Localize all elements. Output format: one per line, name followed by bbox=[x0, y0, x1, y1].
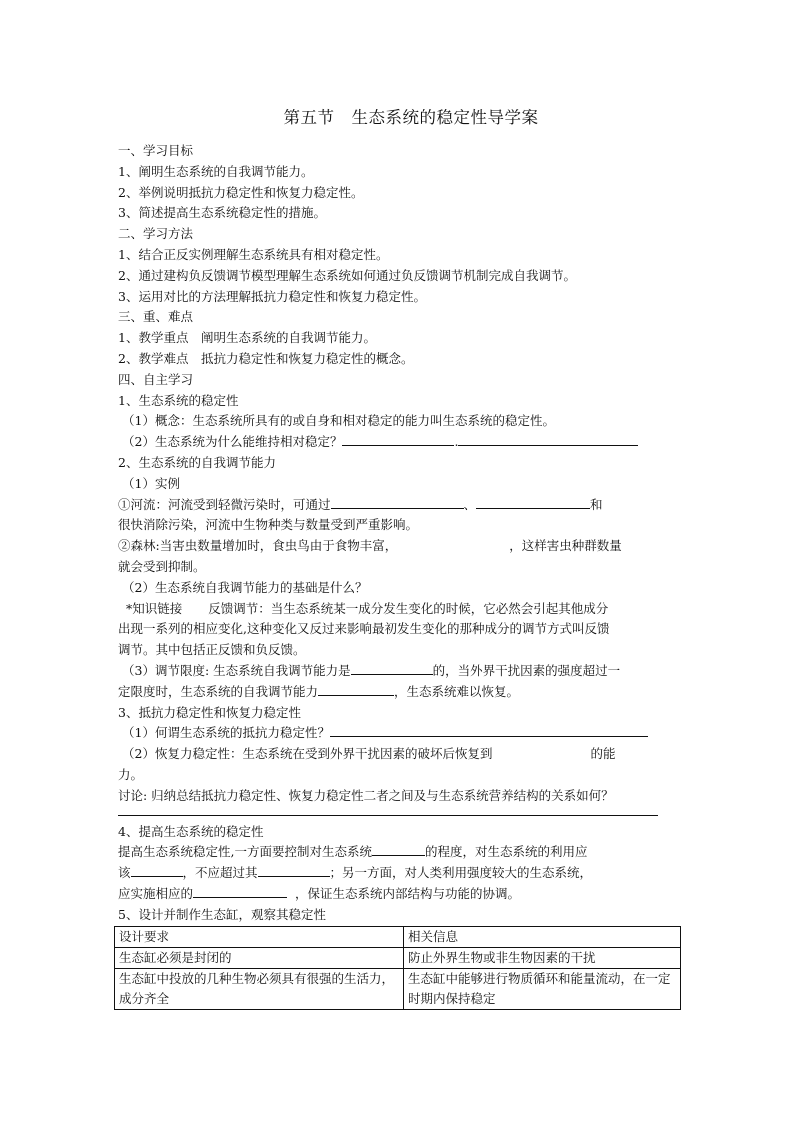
conjunction: 和 bbox=[590, 496, 603, 512]
question-line bbox=[118, 432, 684, 453]
forest-example bbox=[118, 536, 684, 557]
answer-blank[interactable] bbox=[258, 863, 330, 877]
method-item: 2、通过建构负反馈调节模型理解生态系统如何通过负反馈调节机制完成自我调节。 bbox=[118, 267, 576, 283]
answer-blank[interactable] bbox=[342, 432, 454, 446]
answer-blank[interactable] bbox=[458, 432, 638, 446]
limit-text: 定限度时，生态系统的自我调节能力 bbox=[118, 683, 319, 699]
resilience-text: 的能 bbox=[590, 746, 616, 762]
knowledge-link-text: 调节。其中包括正反馈和负反馈。 bbox=[118, 642, 306, 658]
answer-blank[interactable] bbox=[330, 723, 648, 737]
key-point-item: 2、教学难点 抵抗力稳定性和恢复力稳定性的概念。 bbox=[118, 350, 414, 366]
knowledge-link-label: *知识链接 bbox=[126, 600, 183, 616]
limit-line bbox=[118, 661, 684, 682]
answer-blank[interactable] bbox=[476, 495, 590, 509]
example-heading: （1）实例 bbox=[122, 475, 180, 491]
table-cell: 生态缸必须是封闭的 bbox=[115, 948, 404, 969]
discussion-question: 讨论: 归纳总结抵抗力稳定性、恢复力稳定性二者之间及与生态系统营养结构的关系如何？ bbox=[118, 787, 614, 803]
limit-line bbox=[118, 682, 684, 703]
resilience-text-cont: 力。 bbox=[118, 766, 144, 782]
limit-text: 的，当外界干扰因素的强度超过一 bbox=[432, 662, 621, 678]
improve-text: 的程度，对生态系统的利用应 bbox=[424, 844, 588, 860]
limit-text: ，生态系统难以恢复。 bbox=[394, 683, 520, 699]
knowledge-link-text: 反馈调节：当生态系统某一成分发生变化的时候，它必然会引起其他成分 bbox=[208, 600, 609, 616]
table-cell: 生态缸中投放的几种生物必须具有很强的生活力，成分齐全 bbox=[115, 969, 404, 1010]
section-heading-self-study: 四、自主学习 bbox=[118, 371, 194, 387]
question-text: （1）何谓生态系统的抵抗力稳定性？ bbox=[122, 725, 330, 741]
basis-question: （2）生态系统自我调节能力的基础是什么？ bbox=[122, 579, 368, 595]
document-page bbox=[118, 104, 684, 1010]
separator: 、 bbox=[463, 496, 477, 512]
page-title: 第五节 生态系统的稳定性导学案 bbox=[283, 108, 539, 127]
goal-item: 1、阐明生态系统的自我调节能力。 bbox=[118, 163, 314, 179]
question-text: （2）生态系统为什么能维持相对稳定？ bbox=[122, 434, 343, 450]
answer-blank[interactable] bbox=[351, 661, 433, 675]
improve-line bbox=[118, 884, 684, 905]
goal-item: 3、简述提高生态系统稳定性的措施。 bbox=[118, 205, 326, 221]
improve-text: ，不应超过其 bbox=[182, 865, 258, 881]
improve-text: 该 bbox=[118, 865, 131, 881]
method-item: 1、结合正反实例理解生态系统具有相对稳定性。 bbox=[118, 246, 389, 262]
improve-text: 提高生态系统稳定性,一方面要控制对生态系统 bbox=[118, 844, 372, 860]
answer-blank[interactable] bbox=[318, 682, 394, 696]
answer-blank[interactable] bbox=[193, 884, 287, 898]
resilience-line bbox=[118, 744, 684, 765]
table-row bbox=[115, 948, 681, 969]
table-header: 相关信息 bbox=[404, 927, 681, 948]
river-example bbox=[118, 495, 684, 516]
section-heading-key-points: 三、重、难点 bbox=[118, 309, 194, 325]
improve-text: 应实施相应的 bbox=[118, 885, 194, 901]
resilience-text: （2）恢复力稳定性：生态系统在受到外界干扰因素的破坏后恢复到 bbox=[122, 746, 493, 762]
answer-blank[interactable] bbox=[372, 842, 425, 856]
limit-text: （3）调节限度: 生态系统自我调节能力是 bbox=[122, 662, 351, 678]
subsection-heading: 1、生态系统的稳定性 bbox=[118, 392, 239, 408]
table-header: 设计要求 bbox=[115, 927, 404, 948]
improve-line bbox=[118, 842, 684, 863]
answer-blank[interactable] bbox=[131, 863, 183, 877]
subsection-heading: 3、抵抗力稳定性和恢复力稳定性 bbox=[118, 704, 301, 720]
section-heading-methods: 二、学习方法 bbox=[118, 226, 194, 242]
river-text-cont: 很快消除污染，河流中生物种类与数量受到严重影响。 bbox=[118, 517, 419, 533]
section-heading-goals: 一、学习目标 bbox=[118, 143, 194, 158]
separator-dot: . bbox=[454, 434, 459, 450]
forest-text: ②森林:当害虫数量增加时，食虫鸟由于食物丰富， bbox=[118, 538, 398, 554]
forest-text-cont: 就会受到抑制。 bbox=[118, 558, 206, 574]
knowledge-link-text: 出现一系列的相应变化,这种变化又反过来影响最初发生变化的那种成分的调节方式叫反馈 bbox=[118, 621, 610, 637]
discussion-answer-line[interactable] bbox=[118, 807, 658, 816]
method-item: 3、运用对比的方法理解抵抗力稳定性和恢复力稳定性。 bbox=[118, 288, 426, 304]
table-cell: 生态缸中能够进行物质循环和能量流动，在一定时期内保持稳定 bbox=[404, 969, 681, 1010]
table-cell: 防止外界生物或非生物因素的干扰 bbox=[404, 948, 681, 969]
knowledge-link bbox=[118, 599, 684, 620]
answer-blank[interactable] bbox=[331, 495, 464, 509]
forest-text: ，这样害虫种群数量 bbox=[509, 538, 622, 554]
concept-text: （1）概念：生态系统所具有的或自身和相对稳定的能力叫生态系统的稳定性。 bbox=[122, 413, 555, 429]
improve-text: ；另一方面，对人类利用强度较大的生态系统， bbox=[329, 865, 593, 881]
table-row bbox=[115, 969, 681, 1010]
goal-item: 2、举例说明抵抗力稳定性和恢复力稳定性。 bbox=[118, 184, 364, 200]
subsection-heading: 4、提高生态系统的稳定性 bbox=[118, 823, 264, 839]
subsection-heading: 5、设计并制作生态缸，观察其稳定性 bbox=[118, 906, 326, 922]
key-point-item: 1、教学重点 阐明生态系统的自我调节能力。 bbox=[118, 330, 376, 346]
resistance-question bbox=[118, 723, 684, 744]
improve-line bbox=[118, 863, 684, 884]
river-text: ①河流：河流受到轻微污染时，可通过 bbox=[118, 496, 331, 512]
improve-text: ，保证生态系统内部结构与功能的协调。 bbox=[295, 885, 521, 901]
eco-tank-table bbox=[114, 926, 681, 1010]
table-header-row bbox=[115, 927, 681, 948]
subsection-heading: 2、生态系统的自我调节能力 bbox=[118, 454, 276, 470]
